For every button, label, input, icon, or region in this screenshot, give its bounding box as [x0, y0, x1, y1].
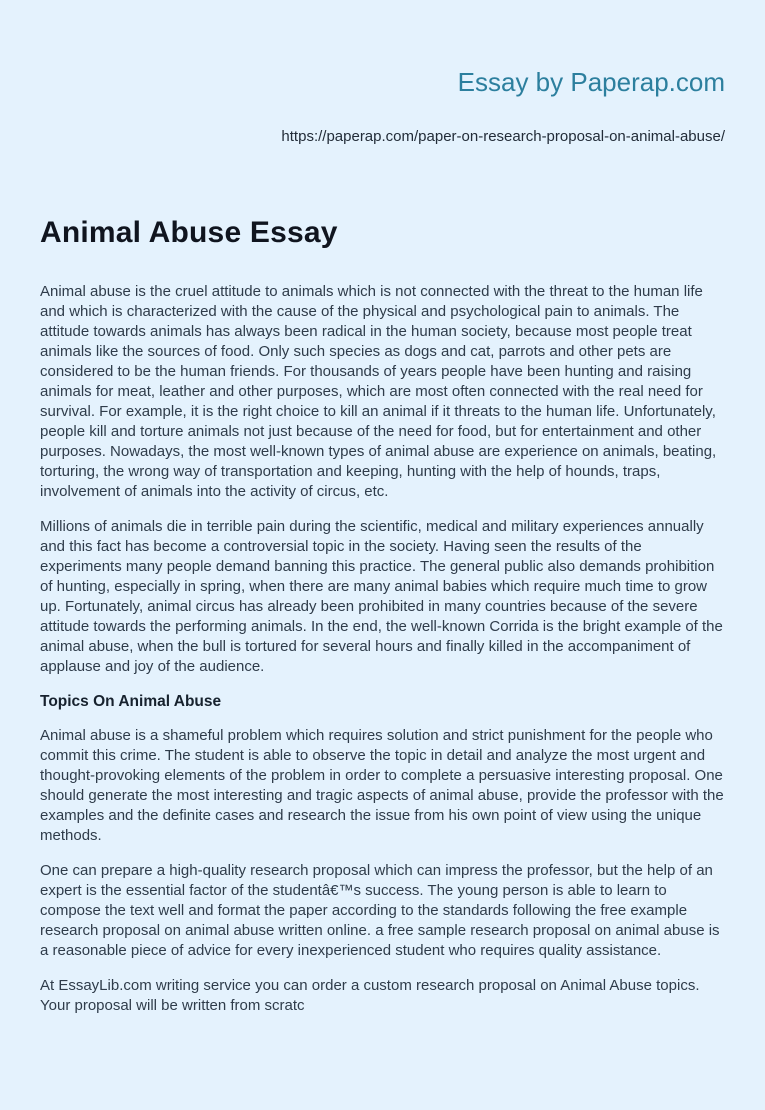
essay-paragraph-intro-1: Animal abuse is the cruel attitude to animals which is not connected with the threat to the human life and which is characterized with the cause of the physical and psychological pain to animals. The attitude towards animals has always been radical in the human society, because most people treat animals like the sources of food. Only such species as dogs and cat, parrots and other pets are considered to be the human friends. For thousands of years people have been hunting and raising animals for meat, leather and other purposes, which are most often connected with the real need for survival. For example, it is the right choice to kill an animal if it threats to the human life. Unfortunately, people kill and torture animals not just because of the need for food, but for entertainment and other purposes. Nowadays, the most well-known types of animal abuse are experience on animals, beating, torturing, the wrong way of transportation and keeping, hunting with the help of hounds, traps, involvement of animals into the activity of circus, etc.: [40, 283, 717, 500]
essay-title: Animal Abuse Essay: [40, 216, 338, 249]
topics-heading: Topics On Animal Abuse: [40, 693, 222, 710]
essay-paragraph-intro-2: Millions of animals die in terrible pain during the scientific, medical and military experiences annually and this fact has become a controversial topic in the society. Having seen the results of the experiments many people demand banning this practice. The general public also demands prohibition of hunting, especially in spring, when there are many animal babies which require much time to grow up. Fortunately, animal circus has already been prohibited in many countries because of the severe attitude towards the performing animals. In the end, the well-known Corrida is the bright example of the animal abuse, when the bull is tortured for several hours and finally killed in the accompaniment of applause and joy of the audience.: [40, 518, 723, 675]
essay-body: [40, 282, 725, 1016]
essay-paragraph-topics-1: Animal abuse is a shameful problem which requires solution and strict punishment for the people who commit this crime. The student is able to observe the topic in detail and analyze the most urgent and thought-provoking elements of the problem in order to complete a persuasive interesting proposal. One should generate the most interesting and tragic aspects of animal abuse, provide the professor with the examples and the definite cases and research the issue from his own point of view using the unique methods.: [40, 727, 724, 844]
essay-paragraph-topics-2: One can prepare a high-quality research proposal which can impress the professor, but the help of an expert is the essential factor of the studentâ€™s success. The young person is able to learn to compose the text well and format the paper according to the standards following the free example research proposal on animal abuse written online. a free sample research proposal on animal abuse is a reasonable piece of advice for every inexperienced student who requires quality assistance.: [40, 862, 720, 959]
source-url: https://paperap.com/paper-on-research-proposal-on-animal-abuse/: [281, 128, 725, 145]
essay-paragraph-topics-3: At EssayLib.com writing service you can order a custom research proposal on Animal Abuse topics. Your proposal will be written from scratc: [40, 977, 700, 1014]
brand-header: Essay by Paperap.com: [457, 67, 725, 97]
